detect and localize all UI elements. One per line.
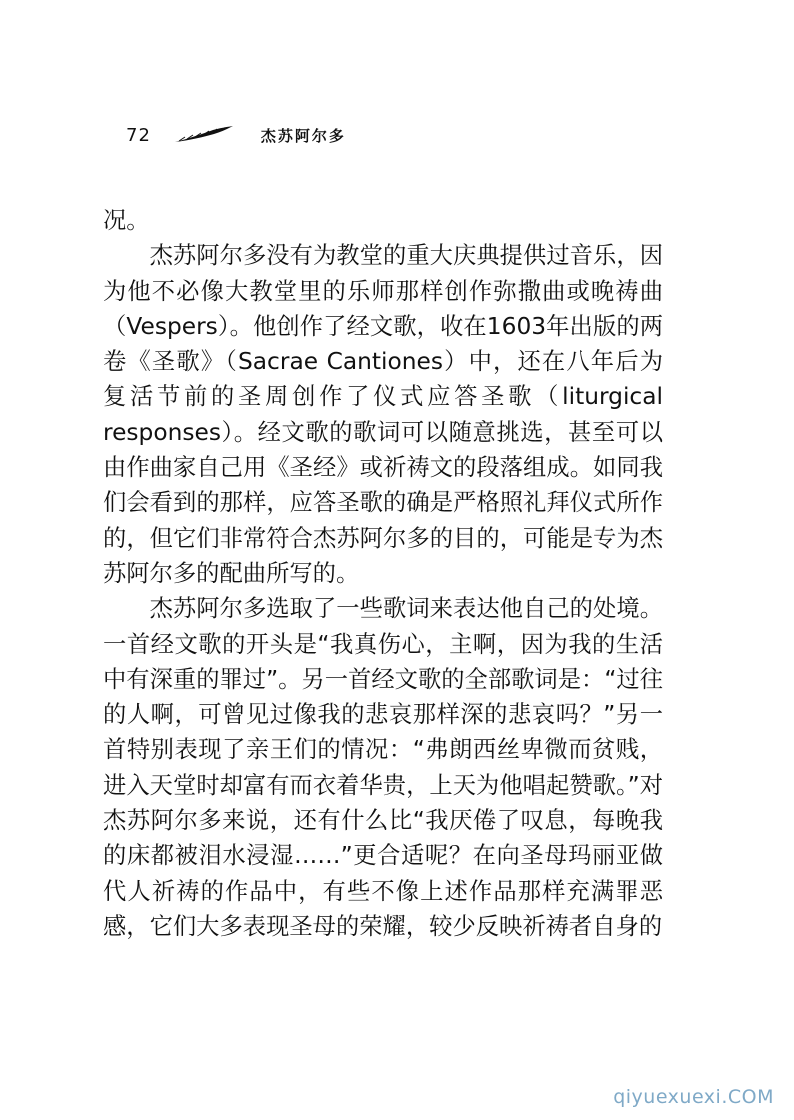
running-header [126, 118, 346, 152]
feather-quill-icon [173, 125, 235, 145]
paragraph: 杰苏阿尔多选取了一些歌词来表达他自己的处境。一首经文歌的开头是“我真伤心，主啊，因为我的生活中有深重的罪过”。另一首经文歌的全部歌词是：“过往的人啊，可曾见过像我的悲哀那样深的悲哀吗？”另一首特别表现了亲王们的情况：“弗朗西丝卑微而贫贱，进入天堂时却富有而衣着华贵，上天为他唱起赞歌。”对杰苏阿尔多来说，还有什么比“我厌倦了叹息，每晚我的床都被泪水浸湿……”更合适呢？在向圣母玛丽亚做代人祈祷的作品中，有些不像上述作品那样充满罪恶感，它们大多表现圣母的荣耀，较少反映祈祷者自身的 [103, 595, 663, 940]
site-watermark: qiyuexuexi.COM [613, 1086, 774, 1108]
paragraph: 况。 [103, 207, 150, 234]
body-text [103, 203, 663, 944]
paragraph: 杰苏阿尔多没有为教堂的重大庆典提供过音乐，因为他不必像大教堂里的乐师那样创作弥撒曲或晚祷曲（Vespers）。他创作了经文歌，收在1603年出版的两卷《圣歌》（Sacrae Cantiones）中，还在八年后为复活节前的圣周创作了仪式应答圣歌（liturgical responses）。经文歌的歌词可以随意挑选，甚至可以由作曲家自己用《圣经》或祈祷文的段落组成。如同我们会看到的那样，应答圣歌的确是严格照礼拜仪式所作的，但它们非常符合杰苏阿尔多的目的，可能是专为杰苏阿尔多的配曲所写的。 [103, 242, 663, 587]
page-number: 72 [126, 124, 151, 146]
running-title: 杰苏阿尔多 [260, 126, 346, 145]
